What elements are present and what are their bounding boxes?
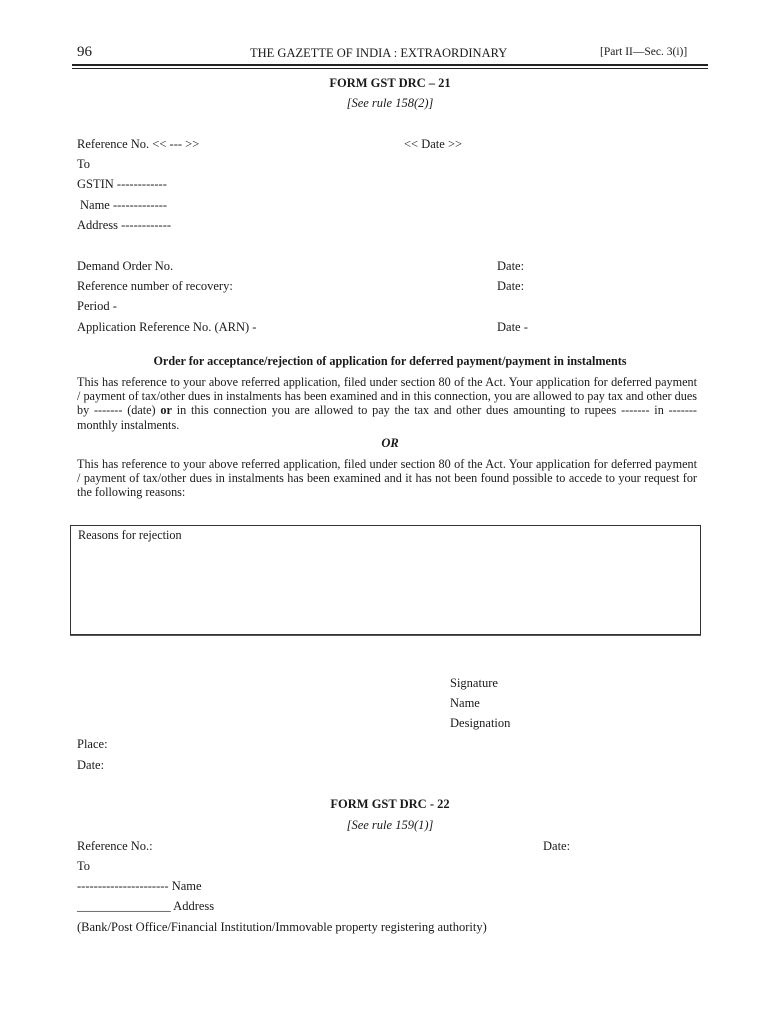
form22-date: Date: — [543, 839, 571, 853]
form22-title: FORM GST DRC - 22 — [330, 797, 450, 811]
form21-to: To — [77, 157, 91, 171]
reasons-box[interactable] — [70, 525, 701, 635]
place-date-label: Date: — [77, 758, 105, 772]
form22-rule: [See rule 159(1)] — [346, 818, 434, 832]
place-label: Place: — [77, 737, 108, 751]
or-separator: OR — [381, 436, 399, 450]
designation-label: Designation — [450, 716, 511, 730]
arn: Application Reference No. (ARN) - — [77, 320, 257, 334]
form22-address-line: _______________ Address — [77, 899, 215, 913]
period: Period - — [77, 299, 117, 313]
signature-name-label: Name — [450, 696, 480, 710]
para1-or: or — [160, 403, 172, 418]
order-heading: Order for acceptance/rejection of application for deferred payment/payment in instalments — [153, 354, 627, 368]
form21-rule: [See rule 158(2)] — [346, 96, 434, 110]
form21-reference-no: Reference No. << --- >> — [77, 137, 200, 151]
para1-part-b: in this connection you are allowed to pay the tax and other dues amounting to rupees ------- in ------- monthly instalments. — [77, 403, 697, 432]
form21-date-placeholder: << Date >> — [404, 137, 463, 151]
header-rule — [72, 64, 708, 66]
arn-date: Date - — [497, 320, 528, 334]
rejection-paragraph: This has reference to your above referred application, filed under section 80 of the Act. Your application for deferred payment / payment of tax/other dues in instalments has been examined and it has not been found possible to accede to your request for the following reasons: — [77, 457, 697, 500]
form21-name: Name ------------- — [80, 198, 168, 212]
form21-title: FORM GST DRC – 21 — [329, 76, 451, 90]
form21-gstin: GSTIN ------------ — [77, 177, 167, 191]
demand-order-date: Date: — [497, 259, 525, 273]
form22-authority: (Bank/Post Office/Financial Institution/Immovable property registering authority) — [77, 920, 487, 934]
reasons-label: Reasons for rejection — [78, 528, 182, 542]
publication-title: THE GAZETTE OF INDIA : EXTRAORDINARY — [250, 46, 508, 60]
form22-reference-no: Reference No.: — [77, 839, 153, 853]
form22-to: To — [77, 859, 91, 873]
para1-part-a: This has reference to your above referred application, filed under section 80 of the Act. Your application for deferred payment / payment of tax/other dues in instalments has been examined and in this connection, you are allowed to pay tax and other dues by ------- (date) — [77, 375, 697, 418]
form22-name-line: ---------------------- Name — [77, 879, 202, 893]
part-section — [600, 46, 687, 58]
signature-label: Signature — [450, 676, 498, 690]
demand-order-no: Demand Order No. — [77, 259, 174, 273]
recovery-date: Date: — [497, 279, 525, 293]
page-number: 96 — [77, 44, 92, 60]
acceptance-paragraph — [77, 375, 697, 432]
part-section-text: [Part II—Sec. 3(i)] — [600, 46, 688, 58]
form21-address: Address ------------ — [77, 218, 172, 232]
header-rule-thin — [72, 68, 708, 69]
recovery-reference: Reference number of recovery: — [77, 279, 233, 293]
